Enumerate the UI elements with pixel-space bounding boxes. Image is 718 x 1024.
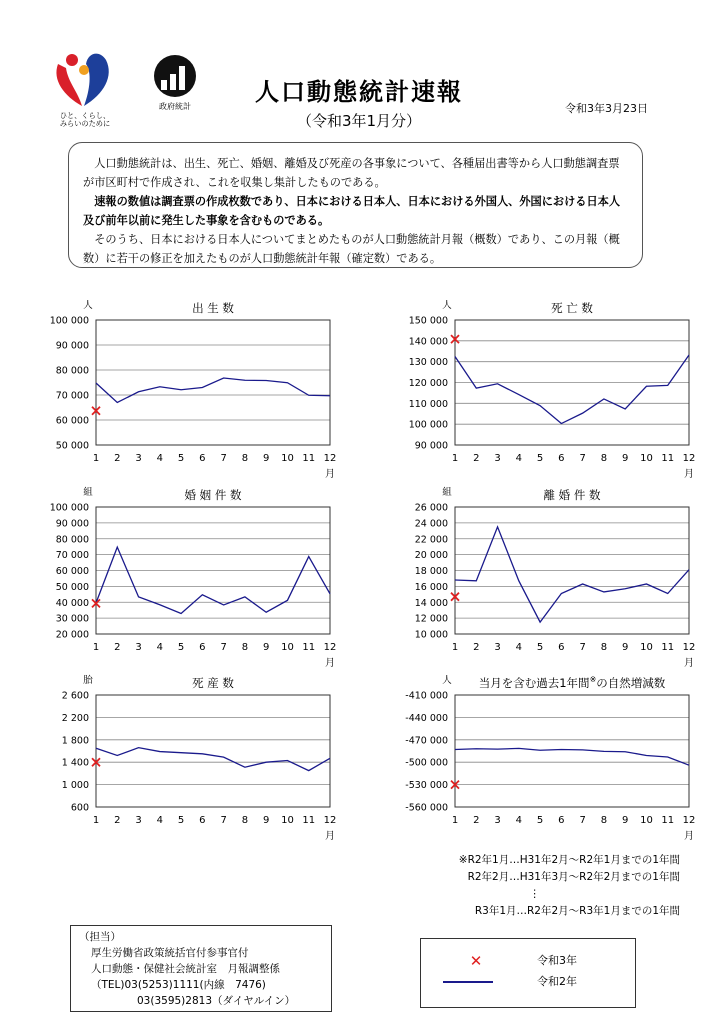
chart-title: 婚 姻 件 数	[184, 488, 242, 502]
chart-title: 死 産 数	[192, 676, 234, 690]
page-subtitle: （令和3年1月分）	[296, 112, 422, 130]
y-tick-label: 110 000	[408, 398, 448, 410]
x-tick-label: 9	[262, 815, 270, 826]
x-tick-label: 6	[558, 815, 565, 826]
x-tick-label: 11	[661, 453, 675, 464]
legend	[420, 938, 636, 1008]
x-tick-label: 9	[262, 642, 270, 653]
x-tick-label: 4	[515, 642, 523, 653]
footnote	[380, 852, 680, 920]
series-line-prev-year	[96, 748, 330, 771]
y-tick-label: 60 000	[55, 566, 89, 577]
y-tick-label: -440 000	[405, 712, 448, 724]
x-tick-label: 3	[494, 642, 501, 653]
x-tick-label: 4	[156, 453, 164, 464]
chart-title-sup: ※	[589, 675, 597, 684]
x-tick-label: 8	[241, 815, 249, 826]
x-tick-label: 11	[302, 815, 316, 826]
y-tick-label: 80 000	[55, 534, 89, 546]
chart-unit-label: 組	[442, 487, 452, 498]
x-tick-label: 5	[177, 815, 185, 826]
x-tick-label: 12	[682, 453, 696, 464]
x-tick-label: 5	[536, 642, 544, 653]
chart-stillbirths	[0, 670, 359, 845]
y-tick-label: 600	[70, 802, 89, 814]
x-tick-label: 12	[682, 815, 696, 826]
footnote-line-2: R2年2月…H31年3月～R2年2月までの1年間	[467, 871, 680, 883]
x-tick-label: 2	[114, 453, 121, 464]
y-tick-label: 1 800	[61, 735, 89, 747]
chart-title: 死 亡 数	[551, 301, 593, 315]
x-axis-month-label: 月	[684, 469, 694, 480]
y-tick-label: 22 000	[414, 534, 448, 546]
x-tick-label: 2	[473, 453, 480, 464]
y-tick-label: 18 000	[414, 566, 448, 577]
legend-label-current: 令和3年	[537, 954, 577, 967]
contact-box	[70, 925, 332, 1012]
x-tick-label: 4	[156, 642, 164, 653]
x-tick-label: 9	[621, 815, 629, 826]
x-tick-label: 2	[473, 815, 480, 826]
intro-paragraph-1: 人口動態統計は、出生、死亡、婚姻、離婚及び死産の各事象について、各種届出書等から人口動態調査票が市区町村で作成され、これを収集し集計したものである。	[83, 157, 620, 189]
x-tick-label: 10	[640, 642, 653, 653]
x-tick-label: 6	[199, 815, 206, 826]
logo-text-1: ひと、くらし、	[59, 111, 111, 120]
chart-title-suffix: の自然増減数	[596, 676, 666, 690]
footnote-line-4: R3年1月…R2年2月～R3年1月までの1年間	[474, 905, 680, 917]
y-tick-label: 2 600	[61, 690, 89, 702]
legend-line-marker	[443, 981, 493, 983]
y-tick-label: 60 000	[55, 415, 89, 427]
x-tick-label: 12	[323, 642, 337, 653]
x-tick-label: 1	[92, 453, 100, 464]
x-tick-label: 1	[451, 815, 459, 826]
x-tick-label: 6	[558, 642, 565, 653]
y-tick-label: 2 200	[61, 712, 89, 724]
y-tick-label: 100 000	[49, 502, 89, 514]
x-tick-label: 11	[661, 815, 675, 826]
y-tick-label: 10 000	[414, 629, 448, 641]
page-title: 人口動態統計速報	[255, 78, 463, 106]
x-tick-label: 12	[323, 453, 337, 464]
chart-natural-change	[359, 670, 718, 845]
contact-line-1: （担当）	[79, 931, 121, 943]
chart-unit-label: 人	[442, 675, 452, 686]
contact-line-4: （TEL)03(5253)1111(内線 7476)	[91, 979, 266, 991]
x-tick-label: 11	[661, 642, 675, 653]
x-tick-label: 5	[177, 453, 185, 464]
x-tick-label: 3	[494, 815, 501, 826]
y-tick-label: 100 000	[408, 419, 448, 431]
y-tick-label: 80 000	[55, 365, 89, 377]
chart-title: 離 婚 件 数	[543, 488, 601, 502]
y-tick-label: 16 000	[414, 581, 448, 593]
x-tick-label: 3	[135, 642, 142, 653]
chart-unit-label: 胎	[83, 675, 93, 686]
x-axis-month-label: 月	[684, 658, 694, 669]
chart-marriages	[0, 482, 359, 672]
x-tick-label: 12	[682, 642, 696, 653]
chart-unit-label: 組	[83, 487, 93, 498]
y-tick-label: 120 000	[408, 378, 448, 389]
y-tick-label: 100 000	[49, 315, 89, 327]
x-tick-label: 5	[536, 815, 544, 826]
y-tick-label: 14 000	[414, 597, 448, 609]
x-tick-label: 9	[621, 453, 629, 464]
chart-unit-label: 人	[83, 300, 93, 311]
x-tick-label: 1	[451, 453, 459, 464]
x-axis-month-label: 月	[325, 658, 335, 669]
x-tick-label: 3	[494, 453, 501, 464]
series-line-prev-year	[455, 527, 689, 622]
contact-line-5: 03(3595)2813（ダイヤルイン）	[137, 995, 296, 1007]
y-tick-label: 90 000	[414, 440, 448, 452]
x-tick-label: 10	[281, 815, 294, 826]
logo-text-2: みらいのために	[59, 119, 111, 127]
y-tick-label: 30 000	[55, 613, 89, 625]
x-tick-label: 6	[558, 453, 565, 464]
intro-box	[68, 142, 643, 268]
legend-row-previous	[421, 972, 635, 992]
y-tick-label: 24 000	[414, 518, 448, 530]
y-tick-label: 1 400	[61, 757, 89, 769]
y-tick-label: -410 000	[405, 690, 448, 702]
series-line-prev-year	[96, 378, 330, 403]
series-line-prev-year	[455, 355, 689, 424]
x-tick-label: 2	[473, 642, 480, 653]
chart-deaths	[359, 295, 718, 483]
x-tick-label: 10	[640, 453, 653, 464]
y-tick-label: 140 000	[408, 336, 448, 348]
y-tick-label: -530 000	[405, 780, 448, 792]
contact-line-2: 厚生労働省政策統括官付参事官付	[91, 947, 249, 959]
x-tick-label: 10	[281, 453, 294, 464]
chart-title-main: 当月を含む過去1年間	[478, 676, 590, 690]
chart-title: 出 生 数	[192, 301, 234, 315]
y-tick-label: 26 000	[414, 502, 448, 514]
x-tick-label: 7	[220, 642, 227, 653]
y-tick-label: 20 000	[55, 629, 89, 641]
plot-area	[455, 695, 689, 807]
y-tick-label: 70 000	[55, 390, 89, 402]
x-tick-label: 7	[579, 642, 586, 653]
legend-label-previous: 令和2年	[537, 975, 577, 988]
x-tick-label: 3	[135, 815, 142, 826]
chart-births	[0, 295, 359, 483]
x-tick-label: 4	[515, 453, 523, 464]
x-tick-label: 4	[156, 815, 164, 826]
y-tick-label: 12 000	[414, 613, 448, 625]
x-tick-label: 12	[323, 815, 337, 826]
x-tick-label: 2	[114, 815, 121, 826]
x-tick-label: 9	[621, 642, 629, 653]
x-tick-label: 2	[114, 642, 121, 653]
y-tick-label: 40 000	[55, 597, 89, 609]
footnote-line-3: ⋮	[529, 888, 540, 900]
legend-cross-marker: ✕	[469, 952, 483, 970]
stat-logo-text: 政府統計	[159, 102, 191, 111]
x-tick-label: 6	[199, 453, 206, 464]
x-tick-label: 8	[600, 453, 608, 464]
intro-paragraph-3: そのうち、日本における日本人についてまとめたものが人口動態統計月報（概数）であり、この月報（概数）に若干の修正を加えたものが人口動態統計年報（確定数）である。	[83, 233, 620, 265]
y-tick-label: 50 000	[55, 440, 89, 452]
y-tick-label: -470 000	[405, 735, 448, 747]
y-tick-label: -560 000	[405, 802, 448, 814]
x-tick-label: 7	[579, 453, 586, 464]
x-tick-label: 1	[451, 642, 459, 653]
x-tick-label: 10	[640, 815, 653, 826]
y-tick-label: 90 000	[55, 340, 89, 352]
x-tick-label: 10	[281, 642, 294, 653]
x-tick-label: 1	[92, 815, 100, 826]
footnote-line-1: ※R2年1月…H31年2月～R2年1月までの1年間	[458, 854, 680, 866]
chart-divorces	[359, 482, 718, 672]
series-line-prev-year	[455, 748, 689, 765]
y-tick-label: 90 000	[55, 518, 89, 530]
legend-row-current	[421, 951, 635, 971]
x-tick-label: 7	[579, 815, 586, 826]
series-line-prev-year	[96, 547, 330, 613]
intro-paragraph-2: 速報の数値は調査票の作成枚数であり、日本における日本人、日本における外国人、外国における日本人及び前年以前に発生した事象を含むものである。	[83, 195, 621, 227]
x-tick-label: 6	[199, 642, 206, 653]
y-tick-label: 130 000	[408, 357, 448, 369]
x-tick-label: 4	[515, 815, 523, 826]
contact-line-3: 人口動態・保健社会統計室 月報調整係	[91, 963, 280, 975]
x-tick-label: 7	[220, 815, 227, 826]
y-tick-label: 70 000	[55, 550, 89, 562]
chart-unit-label: 人	[442, 300, 452, 311]
logo-head-red	[66, 54, 78, 66]
x-axis-month-label: 月	[325, 831, 335, 842]
x-axis-month-label: 月	[684, 831, 694, 842]
y-tick-label: -500 000	[405, 757, 448, 769]
x-tick-label: 8	[241, 453, 249, 464]
release-date: 令和3年3月23日	[565, 102, 648, 115]
y-tick-label: 50 000	[55, 581, 89, 593]
x-tick-label: 9	[262, 453, 270, 464]
x-tick-label: 11	[302, 453, 316, 464]
x-tick-label: 8	[600, 642, 608, 653]
x-tick-label: 8	[600, 815, 608, 826]
y-tick-label: 20 000	[414, 550, 448, 562]
chart-title	[479, 675, 666, 690]
x-tick-label: 1	[92, 642, 100, 653]
x-tick-label: 5	[536, 453, 544, 464]
x-tick-label: 5	[177, 642, 185, 653]
x-axis-month-label: 月	[325, 469, 335, 480]
x-tick-label: 3	[135, 453, 142, 464]
y-tick-label: 150 000	[408, 315, 448, 327]
y-tick-label: 1 000	[61, 780, 89, 792]
x-tick-label: 7	[220, 453, 227, 464]
x-tick-label: 11	[302, 642, 316, 653]
x-tick-label: 8	[241, 642, 249, 653]
